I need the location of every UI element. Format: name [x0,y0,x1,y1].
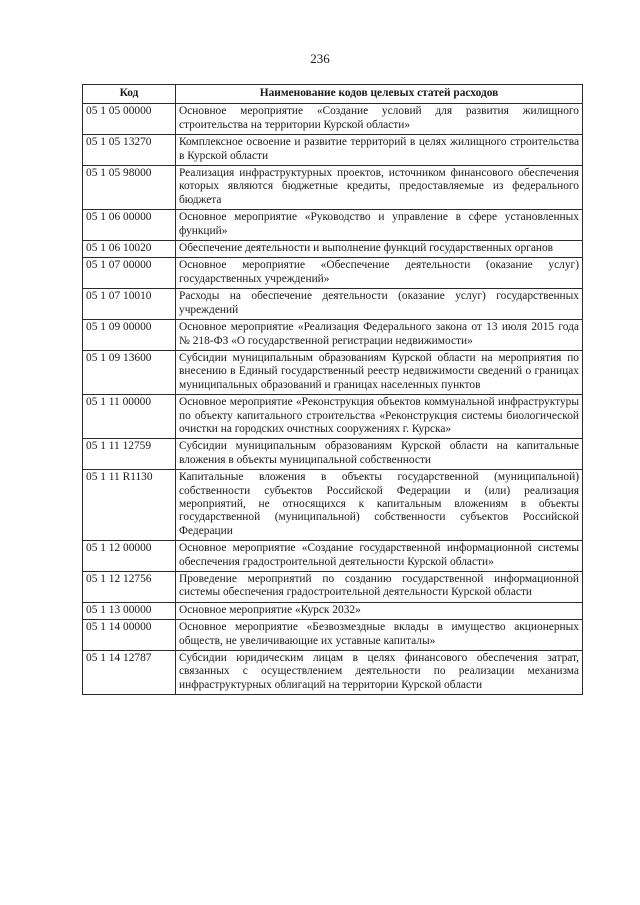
table-row [83,258,583,289]
expense-name-cell: Субсидии муниципальным образованиям Курской области на капитальные вложения в объекты муниципальной собственности [176,439,583,470]
table-row [83,241,583,258]
expense-code-cell: 05 1 12 12756 [83,572,176,603]
expense-name-cell: Обеспечение деятельности и выполнение функций государственных органов [176,241,583,258]
expense-name-cell: Капитальные вложения в объекты государственной (муниципальной) собственности субъектов Российской Федерации и (или) реализация мероприятий, не относящихся к капитальным вложениям в объекты государственной (муниципальной) собственности субъектов Российской Федерации [176,470,583,541]
expense-code-cell: 05 1 13 00000 [83,602,176,619]
expense-code-cell: 05 1 09 00000 [83,320,176,351]
table-row [83,439,583,470]
expense-name-cell: Расходы на обеспечение деятельности (оказание услуг) государственных учреждений [176,289,583,320]
table-row [83,104,583,135]
table-row [83,651,583,695]
table-row [83,350,583,394]
table-row [83,210,583,241]
expense-name-cell: Основное мероприятие «Реализация Федерального закона от 13 июля 2015 года № 218-ФЗ «О государственной регистрации недвижимости» [176,320,583,351]
expense-name-cell: Основное мероприятие «Реконструкция объектов коммунальной инфраструктуры по объекту капитального строительства «Реконструкция системы биологической очистки на городских очистных сооружениях г. Курска» [176,395,583,439]
expense-code-cell: 05 1 12 00000 [83,541,176,572]
expense-code-cell: 05 1 11 00000 [83,395,176,439]
page-number: 236 [310,51,330,66]
table-row [83,395,583,439]
expense-name-cell: Основное мероприятие «Безвозмездные вклады в имущество акционерных обществ, не увеличивающие их уставные капиталы» [176,620,583,651]
expense-code-cell: 05 1 07 00000 [83,258,176,289]
table-row [83,135,583,166]
expense-code-cell: 05 1 09 13600 [83,350,176,394]
expense-name-cell: Основное мероприятие «Обеспечение деятельности (оказание услуг) государственных учреждений» [176,258,583,289]
expense-name-cell: Реализация инфраструктурных проектов, источником финансового обеспечения которых являются бюджетные кредиты, предоставляемые из федерального бюджета [176,166,583,210]
table-row [83,320,583,351]
expense-code-cell: 05 1 06 00000 [83,210,176,241]
expense-code-cell: 05 1 14 00000 [83,620,176,651]
expense-name-cell: Проведение мероприятий по созданию государственной информационной системы обеспечения градостроительной деятельности Курской области [176,572,583,603]
table-header-row [83,85,583,104]
expense-name-cell: Субсидии муниципальным образованиям Курской области на мероприятия по внесению в Единый государственный реестр недвижимости сведений о границах муниципальных образований и границах населенных пунктов [176,350,583,394]
table-row [83,470,583,541]
table-row [83,541,583,572]
expense-name-cell: Основное мероприятие «Руководство и управление в сфере установленных функций» [176,210,583,241]
header-code: Код [83,85,176,104]
table-row [83,602,583,619]
expense-code-cell: 05 1 14 12787 [83,651,176,695]
table-row [83,166,583,210]
expense-name-cell: Основное мероприятие «Создание условий для развития жилищного строительства на территории Курской области» [176,104,583,135]
expense-code-cell: 05 1 11 R1130 [83,470,176,541]
target-expense-codes-table [82,84,583,695]
expense-name-cell: Субсидии юридическим лицам в целях финансового обеспечения затрат, связанных с осуществлением деятельности по реализации механизма инфраструктурных облигаций на территории Курской области [176,651,583,695]
expense-code-cell: 05 1 05 00000 [83,104,176,135]
table-row [83,620,583,651]
table-row [83,289,583,320]
expense-code-cell: 05 1 05 98000 [83,166,176,210]
header-name: Наименование кодов целевых статей расходов [176,85,583,104]
expense-code-cell: 05 1 11 12759 [83,439,176,470]
table-row [83,572,583,603]
expense-code-cell: 05 1 06 10020 [83,241,176,258]
expense-name-cell: Основное мероприятие «Курск 2032» [176,602,583,619]
expense-name-cell: Комплексное освоение и развитие территорий в целях жилищного строительства в Курской области [176,135,583,166]
expense-code-cell: 05 1 05 13270 [83,135,176,166]
expense-code-cell: 05 1 07 10010 [83,289,176,320]
expense-name-cell: Основное мероприятие «Создание государственной информационной системы обеспечения градостроительной деятельности Курской области» [176,541,583,572]
